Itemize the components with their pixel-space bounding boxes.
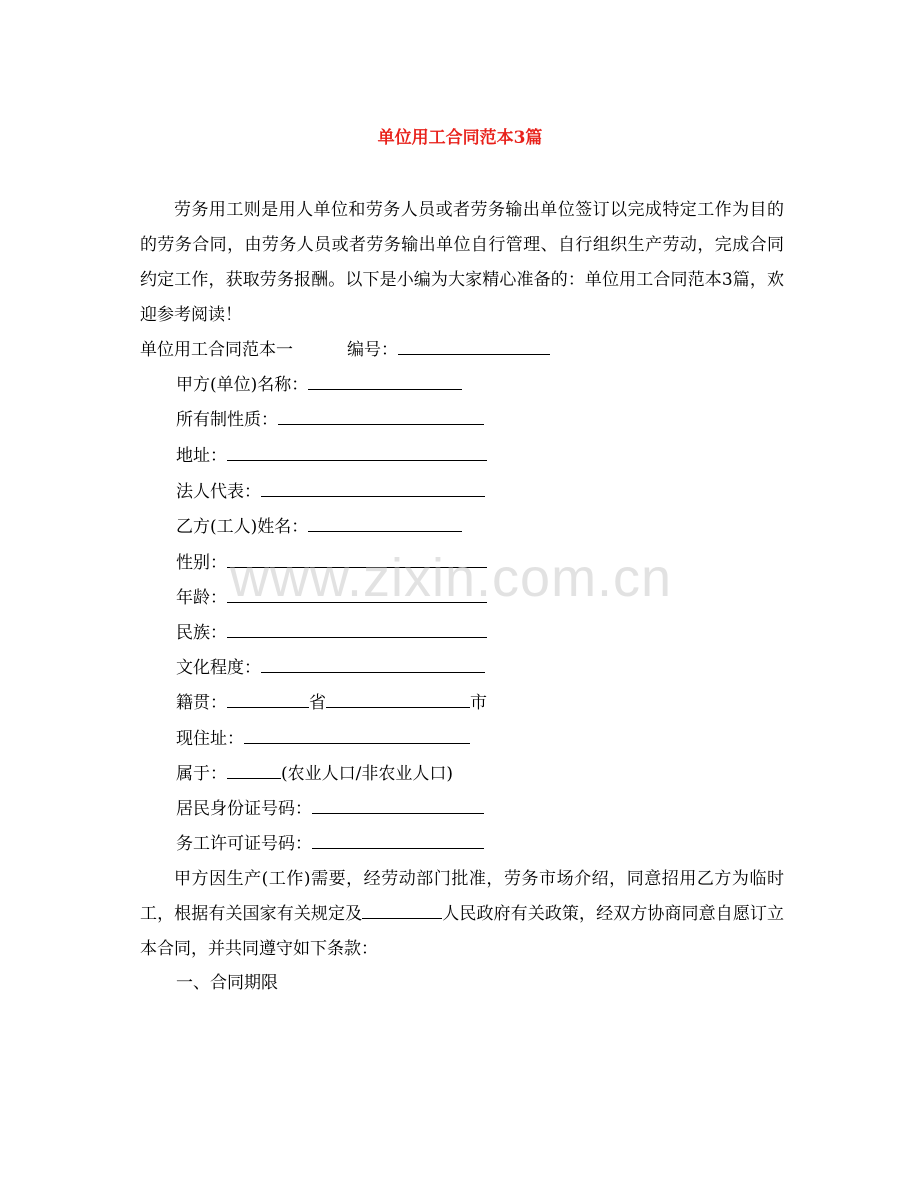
field-blank bbox=[227, 444, 487, 461]
field-party-b-name bbox=[176, 515, 462, 539]
field-label: 地址： bbox=[176, 446, 227, 466]
field-belongs-to bbox=[176, 762, 453, 786]
belongs-options: (农业人口/非农业人口) bbox=[281, 764, 453, 784]
field-legal-rep bbox=[176, 480, 485, 504]
field-blank bbox=[278, 408, 484, 425]
field-blank bbox=[326, 691, 470, 708]
field-native-place bbox=[176, 691, 487, 715]
field-label: 性别： bbox=[176, 553, 227, 573]
field-blank bbox=[312, 832, 484, 849]
field-blank bbox=[261, 656, 485, 673]
field-current-address bbox=[176, 727, 470, 751]
body-paragraph bbox=[140, 862, 784, 967]
field-party-a-name bbox=[176, 373, 462, 397]
number-blank bbox=[398, 338, 550, 355]
field-label: 法人代表： bbox=[176, 482, 261, 502]
region-blank bbox=[362, 902, 442, 919]
body-text-part2: 人民政府有关政策，经双方协商同意自愿订立本合同，并共同遵守如下条款： bbox=[140, 904, 785, 959]
field-label: 甲方(单位)名称： bbox=[176, 375, 309, 395]
field-label: 务工许可证号码： bbox=[176, 834, 312, 854]
intro-paragraph: 劳务用工则是用人单位和劳务人员或者劳务输出单位签订以完成特定工作为目的的劳务合同，由劳务人员或者劳务输出单位自行管理、自行组织生产劳动，完成合同约定工作，获取劳务报酬。以下是小编为大家精心准备的：单位用工合同范本3篇，欢迎参考阅读！ bbox=[140, 200, 784, 325]
field-label: 乙方(工人)姓名： bbox=[176, 517, 309, 537]
field-blank bbox=[261, 480, 485, 497]
section-heading: 单位用工合同范本一 bbox=[140, 340, 293, 360]
field-label: 属于： bbox=[176, 764, 227, 784]
field-blank bbox=[312, 797, 484, 814]
field-education bbox=[176, 656, 485, 680]
clause-1-heading: 一、合同期限 bbox=[176, 973, 278, 993]
field-blank bbox=[227, 691, 309, 708]
field-label: 民族： bbox=[176, 623, 227, 643]
field-blank bbox=[308, 373, 462, 390]
field-label: 文化程度： bbox=[176, 658, 261, 678]
field-ownership bbox=[176, 408, 484, 432]
field-label: 籍贯： bbox=[176, 693, 227, 713]
city-label: 市 bbox=[470, 693, 487, 713]
field-blank bbox=[227, 762, 281, 779]
field-blank bbox=[227, 621, 487, 638]
field-id-number bbox=[176, 797, 484, 821]
document-title: 单位用工合同范本3篇 bbox=[377, 128, 543, 148]
field-ethnicity bbox=[176, 621, 487, 645]
field-label: 年龄： bbox=[176, 588, 227, 608]
number-label: 编号： bbox=[347, 340, 398, 360]
field-label: 居民身份证号码： bbox=[176, 799, 312, 819]
contract-heading-line bbox=[140, 338, 550, 362]
field-label: 所有制性质： bbox=[176, 410, 278, 430]
field-label: 现住址： bbox=[176, 729, 244, 749]
province-label: 省 bbox=[309, 693, 326, 713]
field-address bbox=[176, 444, 487, 468]
field-blank bbox=[308, 515, 462, 532]
field-blank bbox=[244, 727, 470, 744]
field-work-permit bbox=[176, 832, 484, 856]
watermark: www.zixin.com.cn bbox=[230, 548, 673, 608]
body-text-part1: 甲方因生产(工作)需要，经劳动部门批准，劳务市场介绍，同意招用乙方为临时工，根据有关国家有关规定及 bbox=[140, 869, 784, 924]
